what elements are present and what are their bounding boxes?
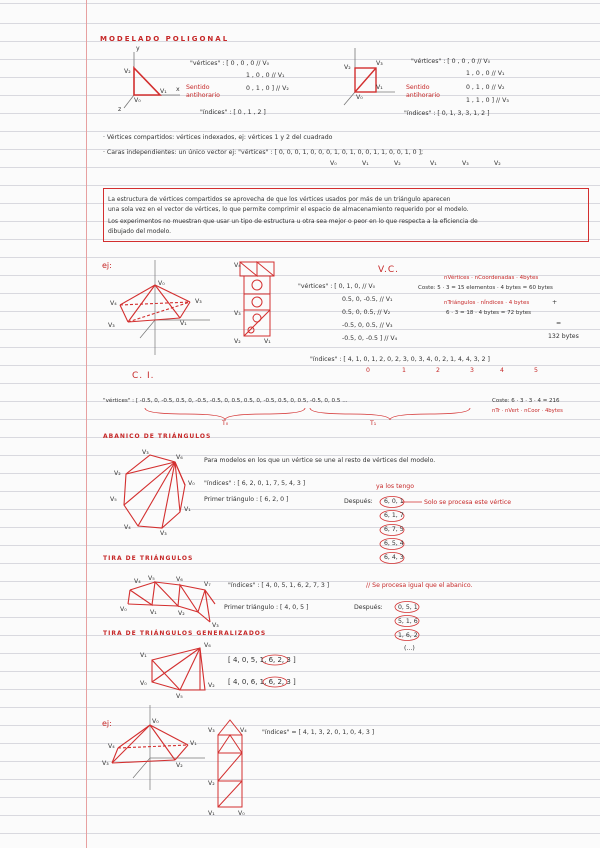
strip-v2: V₂ xyxy=(178,610,185,617)
net-v1: V₁ xyxy=(264,338,271,345)
p2-v4: V₄ xyxy=(108,743,115,750)
note-line-2: una sola vez en el vector de vértices, lo que permite comprimir el espacio de almacenamiento requerido por el modelo. xyxy=(108,206,469,213)
fan-primer: Primer triángulo : [ 6, 2, 0 ] xyxy=(204,496,289,503)
sq-sentido: Sentido xyxy=(406,84,430,91)
p2-v0: V₀ xyxy=(152,718,159,725)
sq-indices: "índices" : [ 0, 1, 3, 3, 1, 2 ] xyxy=(404,110,490,117)
vc-vert-2: 0.5, 0, -0.5, // V₁ xyxy=(342,296,393,303)
ci-label-1: V₁ xyxy=(362,160,369,167)
fan-heading: ABANICO DE TRIÁNGULOS xyxy=(103,433,212,440)
strip-v5: V₅ xyxy=(148,575,155,582)
tri-vertices-2: 1 , 0 , 0 // V₁ xyxy=(246,72,285,79)
vc-formula-2: nTriángulos · nÍndices · 4 bytes xyxy=(444,300,530,306)
strip-primer: Primer triángulo : [ 4, 0, 5 ] xyxy=(224,604,309,611)
ci-t0: T₀ xyxy=(222,420,229,427)
vc-formula-1: nVértices · nCoordenadas · 4bytes xyxy=(444,275,539,281)
vc-coste-2: 6 · 3 = 18 · 4 bytes = 72 bytes xyxy=(446,310,531,316)
vc-idx-4: 4 xyxy=(500,367,504,374)
ci-vertices: "vértices" : [ -0.5, 0, -0.5, 0.5, 0, -0.5, -0.5, 0, 0.5, 0.5, 0, -0.5, 0.5, 0, 0.5, -0.5, 0, 0.5 ... xyxy=(103,398,348,404)
tri-sentido: Sentido xyxy=(186,84,210,91)
vc-idx-5: 5 xyxy=(534,367,538,374)
fan-v1: V₃ xyxy=(142,449,149,456)
sq-antihorario: antihorario xyxy=(406,92,440,99)
ci-t1: T₁ xyxy=(370,420,377,427)
vc-idx-2: 2 xyxy=(436,367,440,374)
vc-vert-5: -0.5, 0, -0.5 ] // V₄ xyxy=(342,335,398,342)
fan-v6: V₁ xyxy=(184,506,191,513)
ci-coste-formula: nTr · nVert · nCoor · 4bytes xyxy=(492,408,563,414)
ci-coste: Coste: 6 · 3 · 3 · 4 = 216 xyxy=(492,398,560,404)
gen-v2: V₂ xyxy=(208,682,215,689)
vc-vert-3: 0.5, 0, 0.5, // V₂ xyxy=(342,309,391,316)
ej2-indices: "índices" = [ 4, 1, 3, 2, 0, 1, 0, 4, 3 ] xyxy=(262,729,375,736)
tri-vertices-3: 0 , 1 , 0 ] // V₂ xyxy=(246,85,289,92)
vc-vert-4: -0.5, 0, 0.5, // V₃ xyxy=(342,322,393,329)
fan-v3: V₅ xyxy=(110,496,117,503)
strip-v1: V₁ xyxy=(150,609,157,616)
pyramid-net xyxy=(240,262,274,336)
triangle-shape xyxy=(134,68,160,95)
tri-v0-label: V₀ xyxy=(134,97,141,104)
fan-v7: V₀ xyxy=(188,480,195,487)
fan-row-1: 6, 1, 7 xyxy=(384,512,404,519)
fan-shape xyxy=(124,455,185,528)
strip-row-3: (...) xyxy=(404,645,415,652)
net-v3: V₃ xyxy=(234,310,241,317)
strip-v3: V₃ xyxy=(212,622,219,629)
p2-v2: V₂ xyxy=(176,762,183,769)
p2-v3: V₃ xyxy=(102,760,109,767)
net2-v3: V₃ xyxy=(208,727,215,734)
net2-v0: V₀ xyxy=(238,810,245,817)
ci-heading: C. I. xyxy=(132,371,155,381)
p-v3b: V₃ xyxy=(108,322,115,329)
p-v1: V₁ xyxy=(180,320,187,327)
strip-v4: V₄ xyxy=(134,578,141,585)
gen-v0: V₀ xyxy=(140,680,147,687)
tri-antihorario: antihorario xyxy=(186,92,220,99)
vc-indices: "índices" : [ 4, 1, 0, 1, 2, 0, 2, 3, 0, 3, 4, 0, 2, 1, 4, 4, 3, 2 ] xyxy=(310,356,490,363)
fan-row-3: 6, 5, 4 xyxy=(384,540,404,547)
vc-heading: V.C. xyxy=(378,265,400,275)
fan-row-4: 6, 4, 3 xyxy=(384,554,404,561)
fan-solo: Solo se procesa este vértice xyxy=(424,499,512,506)
vc-plus: + xyxy=(552,299,558,306)
strip-v0: V₀ xyxy=(120,606,127,613)
fan-ya: ya los tengo xyxy=(376,483,414,490)
tri-indices: "índices" : [ 0 , 1 , 2 ] xyxy=(200,109,266,116)
ej1-label: ej: xyxy=(102,261,112,270)
sq-v1-label: V₁ xyxy=(376,84,383,91)
vc-idx-3: 3 xyxy=(470,367,474,374)
strip-indices: "índices" : [ 4, 0, 5, 1, 6, 2, 7, 3 ] xyxy=(228,582,330,589)
fan-despues: Después: xyxy=(344,498,373,505)
gen-v6: V₆ xyxy=(204,642,211,649)
tri-x-label: x xyxy=(176,86,180,93)
fan-v0: V₆ xyxy=(176,454,183,461)
strip-row-0: 0, 5, 1 xyxy=(398,604,418,611)
fan-v2: V₂ xyxy=(114,470,121,477)
fan-row-2: 6, 7, 5 xyxy=(384,526,404,533)
ej2-label: ej: xyxy=(102,719,112,728)
strip-heading: TIRA DE TRIÁNGULOS xyxy=(103,555,194,562)
strip-v7: V₇ xyxy=(204,581,211,588)
bullet-shared: · Vértices compartidos: vértices indexados, ej: vértices 1 y 2 del cuadrado xyxy=(103,134,333,141)
fan-v4: V₄ xyxy=(124,524,131,531)
ci-label-2: V₂ xyxy=(394,160,401,167)
strip-note: // Se procesa igual que el abanico. xyxy=(366,582,473,589)
p-v0: V₀ xyxy=(158,280,165,287)
tri-v2-label: V₂ xyxy=(124,68,131,75)
net-v4: V₄ xyxy=(234,262,241,269)
ci-label-3: V₁ xyxy=(430,160,437,167)
sq-v3-label: V₃ xyxy=(376,60,383,67)
sq-vertices-1: "vértices" : [ 0 , 0 , 0 // V₀ xyxy=(411,58,491,65)
pyramid-axes xyxy=(140,260,210,355)
bullet-independent: · Caras independientes: un único vector ej: "vértices" : [ 0, 0, 0, 1, 0, 0, 0, 1, 0, 1, 0, 0, 1, 1, 0, 0, 1, 0 ]; xyxy=(103,149,424,156)
vc-idx-0: 0 xyxy=(366,367,370,374)
sq-v0-label: V₀ xyxy=(356,94,363,101)
vc-total: 132 bytes xyxy=(548,333,579,340)
sq-v2-label: V₂ xyxy=(344,64,351,71)
fan-row-0: 6, 0, 1 xyxy=(384,498,404,505)
ci-label-4: V₃ xyxy=(462,160,469,167)
sq-vertices-2: 1 , 0 , 0 // V₁ xyxy=(466,70,505,77)
page-title: MODELADO POLIGONAL xyxy=(100,35,230,43)
vc-coste-1: Coste: 5 · 3 = 15 elementos · 4 bytes = 60 bytes xyxy=(418,285,553,291)
p-v4: V₄ xyxy=(110,300,117,307)
pyramid2-net xyxy=(218,720,242,807)
net2-v4: V₄ xyxy=(240,727,247,734)
sq-vertices-4: 1 , 1 , 0 ] // V₃ xyxy=(466,97,509,104)
fan-v5: V₃ xyxy=(160,530,167,537)
tri-y-label: y xyxy=(136,45,140,52)
triangle-axes xyxy=(124,52,180,108)
tri-v1-label: V₁ xyxy=(160,88,167,95)
net2-v2: V₂ xyxy=(208,780,215,787)
vc-idx-1: 1 xyxy=(402,367,406,374)
tri-z-label: z xyxy=(118,106,122,113)
square-shape xyxy=(355,68,376,92)
strip-row-1: 5, 1, 6 xyxy=(398,618,418,625)
p-v3: V₃ xyxy=(195,298,202,305)
p2-v1: V₁ xyxy=(190,740,197,747)
tri-vertices-1: "vértices" : [ 0 , 0 , 0 // V₀ xyxy=(190,60,270,67)
gen-v5: V₅ xyxy=(176,693,183,700)
fan-indices: "índices" : [ 6, 2, 0, 1, 7, 5, 4, 3 ] xyxy=(204,480,306,487)
note-line-1: La estructura de vértices compartidos se aprovecha de que los vértices usados por más de un triángulo aparecen xyxy=(108,196,451,203)
note-line-4: dibujado del modelo. xyxy=(108,228,172,235)
gen-list-1: [ 4, 0, 5, 1, 6, 2, 3 ] xyxy=(228,656,296,664)
ci-braces xyxy=(145,408,470,420)
gen-v1: V₁ xyxy=(140,652,147,659)
gen-list-2: [ 4, 0, 6, 1, 6, 2, 3 ] xyxy=(228,678,296,686)
net-v2: V₂ xyxy=(234,338,241,345)
vc-eq: = xyxy=(556,320,562,327)
note-line-3: Los experimentos no muestran que usar un tipo de estructura u otra sea mejor o peor en lo que respecta a la eficiencia de xyxy=(108,218,478,225)
gen-strip-heading: TIRA DE TRIÁNGULOS GENERALIZADOS xyxy=(103,630,267,637)
ci-label-0: V₀ xyxy=(330,160,337,167)
strip-row-2: 1, 6, 2 xyxy=(398,632,418,639)
square-axes xyxy=(344,48,395,105)
gen-strip-shape xyxy=(152,648,205,690)
strip-v6: V₆ xyxy=(176,576,183,583)
ci-label-5: V₂ xyxy=(494,160,501,167)
strip-despues: Después: xyxy=(354,604,383,611)
fan-desc: Para modelos en los que un vértice se une al resto de vértices del modelo. xyxy=(204,457,436,464)
strip-shape xyxy=(128,582,215,622)
vc-vert-1: "vértices" : [ 0, 1, 0, // V₀ xyxy=(298,283,376,290)
sq-vertices-3: 0 , 1 , 0 // V₂ xyxy=(466,84,505,91)
net2-v1: V₁ xyxy=(208,810,215,817)
